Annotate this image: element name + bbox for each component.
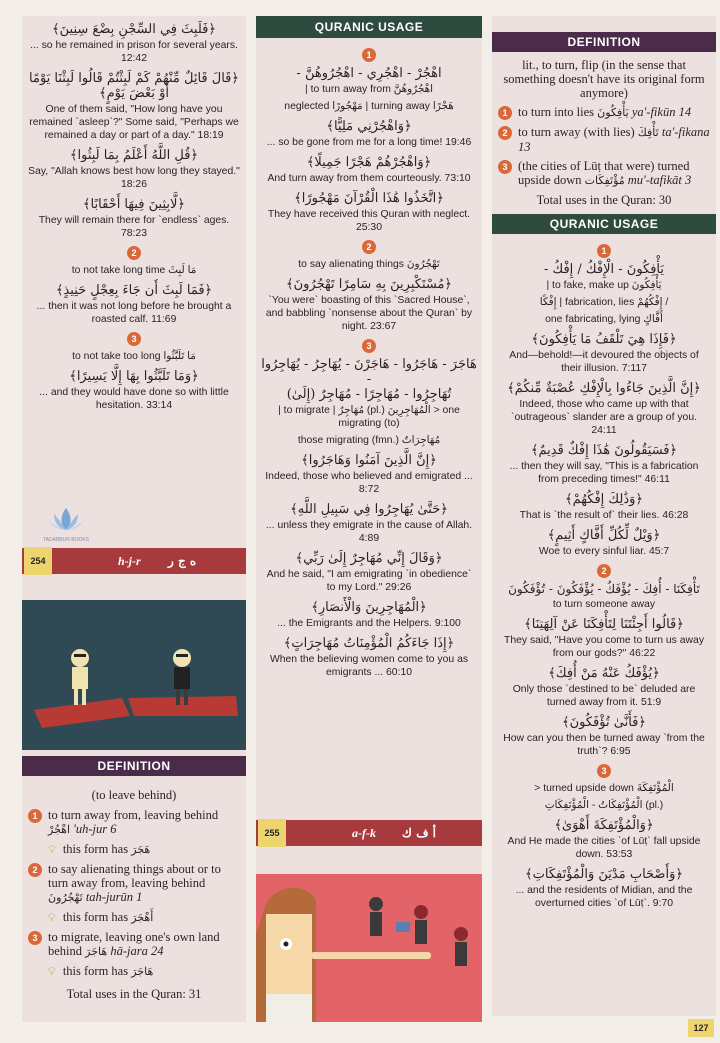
verse-translation: And He made the cities `of Lūṭ` fall upside down. 53:53 — [507, 836, 701, 860]
verse-arabic: ﴿وَذَٰلِكَ إِفْكُهُمْ﴾ — [565, 492, 643, 507]
definition-text: to turn into lies — [518, 105, 595, 119]
illustration-lying — [256, 874, 482, 1022]
meaning-label: those migrating (fmn.) مُهَاجِرَاتٌ — [297, 435, 441, 446]
verse-translation: ... so be gone from me for a long time! 19:46 — [266, 137, 472, 148]
verse-arabic: ﴿وَاهْجُرْهُمْ هَجْرًا جَمِيلًا﴾ — [306, 155, 432, 170]
form-note — [48, 910, 246, 925]
definition-number: 2 — [498, 126, 512, 140]
meaning-number: 2 — [127, 246, 141, 260]
verse-translation: They have received this Quran with neglect. 25:30 — [267, 209, 471, 233]
verse-arabic: ﴿إِذَا جَاءَكُمُ الْمُؤْمِنَاتُ مُهَاجِرَاتٍ﴾ — [283, 636, 455, 651]
verse-arabic: ﴿فَأَنَّىٰ تُؤْفَكُونَ﴾ — [562, 715, 646, 730]
verse-translation: And—behold!—it devoured the objects of their illusion. 7:117 — [509, 350, 699, 374]
meaning-label: to turn someone away — [552, 599, 656, 610]
root-arabic: ه ج ر — [168, 554, 197, 568]
verse-translation: How can you then be turned away `from the truth`? 6:95 — [503, 733, 705, 757]
verse-arabic: ﴿فَإِذَا هِيَ تَلْقَفُ مَا يَأْفِكُونَ﴾ — [531, 332, 677, 347]
definition-block — [22, 786, 246, 1010]
meaning-label: إِفْكًا | fabrication, lies إِفْكُهُمْ / — [539, 297, 669, 308]
meaning-number: 2 — [362, 240, 376, 254]
verse-translation: And turn away from them courteously. 73:10 — [267, 173, 471, 184]
root-bar — [256, 820, 482, 846]
definition-transliteration: 'uh-jur 6 — [73, 822, 117, 836]
definition-literal: lit., to turn, flip (in the sense that something doesn't have its original form anymore) — [503, 58, 705, 100]
root-bar — [22, 548, 246, 574]
definition-text: to turn away from, leaving behind — [48, 808, 219, 822]
meaning-number: 2 — [597, 564, 611, 578]
verse-translation: ... then they will say, "This is a fabrication from preceding times!" 46:11 — [509, 461, 699, 485]
verse-translation: ... then it was not long before he brought a roasted calf. 11:69 — [36, 301, 232, 325]
verse-arabic: ﴿وَقَالَ إِنِّي مُهَاجِرٌ إِلَىٰ رَبِّي﴾ — [295, 551, 443, 566]
lotus-icon — [46, 506, 86, 532]
quranic-usage-header: QURANIC USAGE — [256, 16, 482, 38]
verse-arabic: ﴿اتَّخَذُوا هَٰذَا الْقُرْآنَ مَهْجُورًا﴾ — [294, 191, 444, 206]
form-label: this form has — [62, 910, 129, 924]
word-forms: اهْجُرْ - اهْجُرِي - اهْجُرُوهُنَّ - — [296, 66, 442, 81]
form-note — [48, 964, 246, 979]
definition-literal: (to leave behind) — [91, 788, 177, 802]
definition-arabic: اهْجُرْ — [48, 823, 71, 836]
verse-arabic: ﴿إِنَّ الَّذِينَ جَاءُوا بِالْإِفْكِ عُصْبَةٌ مِّنكُمْ﴾ — [507, 381, 701, 396]
form-note — [48, 842, 246, 857]
meaning-number: 1 — [362, 48, 376, 62]
column-right — [492, 16, 716, 1016]
meaning-number: 3 — [597, 764, 611, 778]
word-forms: هَاجَرَ - هَاجَرُوا - هَاجَرْنَ - يُهَاجِرُ - يُهَاجِرُوا - — [261, 357, 477, 387]
word-forms: تُهَاجِرُوا - مُهَاجِرًا - مُهَاجِرٌ (إِلَىٰ) — [286, 387, 452, 402]
definition-arabic: هَاجَرَ — [85, 945, 108, 958]
column-middle — [256, 16, 482, 1022]
definition-item — [498, 125, 710, 154]
root-latin: a-f-k — [352, 826, 376, 840]
definition-arabic: تَهْجُرُونَ — [48, 891, 83, 904]
verse-arabic: ﴿وَاهْجُرْنِي مَلِيًّا﴾ — [326, 119, 412, 134]
definition-transliteration: tah-jurūn 1 — [85, 890, 143, 904]
form-arabic: هَجَرَ — [131, 843, 151, 856]
definition-item — [28, 862, 240, 905]
word-forms: تَأْفِكَنَا - أُفِكَ - يُؤْفَكُ - يُؤْفَكُونَ - تُؤْفَكُونَ — [508, 582, 700, 596]
quranic-usage-header: QURANIC USAGE — [492, 214, 716, 234]
illustration-turning-away — [22, 600, 246, 750]
definition-text: to turn away (with lies) — [518, 125, 635, 139]
lightbulb-icon: 💡︎ — [48, 912, 56, 924]
definition-number: 3 — [28, 931, 42, 945]
verse-arabic: ﴿إِنَّ الَّذِينَ آمَنُوا وَهَاجَرُوا﴾ — [301, 453, 437, 468]
root-number: 255 — [258, 819, 286, 847]
page-number: 127 — [688, 1019, 714, 1037]
verse-arabic: ﴿الْمُهَاجِرِينَ وَالْأَنصَارِ﴾ — [311, 600, 427, 615]
definition-item — [28, 808, 240, 837]
definition-number: 3 — [498, 160, 512, 174]
definition-transliteration: hā-jara 24 — [110, 944, 164, 958]
verse-arabic: ﴿يُؤْفَكُ عَنْهُ مَنْ أُفِكَ﴾ — [548, 666, 660, 681]
verse-arabic: ﴿وَيْلٌ لِّكُلِّ أَفَّاكٍ أَثِيمٍ﴾ — [547, 528, 661, 543]
definition-header: DEFINITION — [492, 32, 716, 52]
root-number: 254 — [24, 547, 52, 575]
definition-transliteration: ya'-fikūn 14 — [631, 105, 692, 119]
verse-arabic: ﴿مُسْتَكْبِرِينَ بِهِ سَامِرًا تَهْجُرُونَ﴾ — [285, 277, 453, 292]
meaning-label: الْمُؤْتَفِكَاتُ - الْمُؤْتَفِكَاتِ (pl.) — [544, 800, 664, 811]
verse-arabic: ﴿فَسَيَقُولُونَ هَٰذَا إِفْكٌ قَدِيمٌ﴾ — [530, 443, 678, 458]
definition-text: to migrate, leaving one's own land behind — [48, 930, 220, 958]
verse-translation: Indeed, those who believed and emigrated ... 8:72 — [265, 471, 473, 495]
verse-translation: Indeed, those who came up with that `outrageous` slander are a group of you. 24:11 — [511, 399, 697, 436]
definition-arabic: مُؤْتَفِكَات — [584, 174, 625, 187]
form-label: this form has — [62, 964, 129, 978]
verse-translation: They said, "Have you come to turn us away from our gods?" 46:22 — [503, 635, 705, 659]
verse-translation: ... so he remained in prison for several years. 12:42 — [30, 40, 238, 64]
definition-arabic: يَأْفِكُونَ — [597, 106, 629, 119]
verse-translation: `You were` boasting of this `Sacred House`, and babbling `nonsense about the Quran` by night. 23:67 — [265, 295, 473, 332]
verse-arabic: ﴿فَمَا لَبِثَ أَن جَاءَ بِعِجْلٍ حَنِيذٍ﴾ — [55, 283, 213, 298]
form-arabic: أَهْجَرَ — [131, 911, 154, 924]
meaning-label: to say alienating things تَهْجُرُونَ — [298, 259, 440, 270]
form-arabic: هَاجَرَ — [131, 965, 154, 978]
meaning-label: > turned upside down الْمُؤْتَفِكَةَ — [534, 783, 674, 794]
verse-arabic: ﴿لَّابِثِينَ فِيهَا أَحْقَابًا﴾ — [82, 197, 186, 212]
total-uses: Total uses in the Quran: 31 — [66, 987, 202, 1001]
lightbulb-icon: 💡︎ — [48, 844, 56, 856]
verse-arabic: ﴿وَمَا تَلَبَّثُوا بِهَا إِلَّا يَسِيرًا﴾ — [69, 369, 199, 384]
verse-translation: ... and they would have done so with little hesitation. 33:14 — [39, 387, 229, 411]
definition-text: to say alienating things about or to turn away from, leaving behind — [48, 862, 221, 890]
definition-item — [498, 105, 710, 120]
verse-translation: One of them said, "How long have you remained `asleep`?" Some said, "Perhaps we remained a day or part of a day." 18:19 — [29, 104, 239, 141]
definition-number: 2 — [28, 863, 42, 877]
verse-arabic: ﴿قُلِ اللَّهُ أَعْلَمُ بِمَا لَبِثُوا﴾ — [69, 148, 199, 163]
meaning-number: 3 — [127, 332, 141, 346]
verse-translation: ... and the residents of Midian, and the overturned cities `of Lūṭ`. 9:70 — [515, 885, 693, 909]
definition-arabic: تَأْفِكَ — [637, 126, 659, 139]
meaning-label: one fabricating, lying أَفَّاكٍ — [545, 314, 663, 325]
verse-translation: They will remain there for `endless` ages. 78:23 — [38, 215, 230, 239]
definition-item — [498, 159, 710, 188]
meaning-number: 3 — [362, 339, 376, 353]
root-arabic: أ ف ك — [402, 826, 437, 840]
definition-header: DEFINITION — [22, 756, 246, 776]
definition-number: 1 — [498, 106, 512, 120]
verse-arabic: ﴿وَالْمُؤْتَفِكَةَ أَهْوَىٰ﴾ — [554, 818, 654, 833]
definition-transliteration: mu'-tafikāt 3 — [627, 173, 692, 187]
verse-translation: Say, "Allah knows best how long they stayed." 18:26 — [28, 166, 240, 190]
meaning-label: | to turn away from اهْجُرُوهُنَّ — [305, 84, 433, 95]
total-uses: Total uses in the Quran: 30 — [536, 193, 672, 207]
verse-translation: Woe to every sinful liar. 45:7 — [538, 546, 670, 557]
lightbulb-icon: 💡︎ — [48, 966, 56, 978]
column-left — [22, 16, 246, 1022]
verse-translation: And he said, "I am emigrating `in obedience` to my Lord." 29:26 — [266, 569, 472, 593]
meaning-label: to not take too long مَا تَلَبَّثُوا — [72, 351, 196, 362]
definition-item — [28, 930, 240, 959]
publisher-logo — [36, 506, 96, 543]
verse-arabic: ﴿وَأَصْحَابِ مَدْيَنَ وَالْمُؤْتَفِكَاتِ﴾ — [525, 867, 683, 882]
verse-translation: ... the Emigrants and the Helpers. 9:100 — [277, 618, 461, 629]
meaning-number: 1 — [597, 244, 611, 258]
verse-arabic: ﴿قَالَ قَائِلٌ مِّنْهُمْ كَمْ لَبِثْتُمْ قَالُوا لَبِثْنَا يَوْمًا أَوْ بَعْضَ يَوْمٍ﴾ — [29, 71, 239, 101]
form-label: this form has — [62, 842, 129, 856]
meaning-label: to not take long time مَا لَبِثَ — [71, 265, 197, 276]
verse-arabic: ﴿قَالُوا أَجِئْتَنَا لِتَأْفِكَنَا عَنْ آلِهَتِنَا﴾ — [524, 617, 684, 632]
meaning-label: neglected مَهْجُورًا | turning away هَجْرًا — [284, 101, 454, 112]
verse-arabic: ﴿فَلَبِثَ فِي السِّجْنِ بِضْعَ سِنِينَ﴾ — [52, 22, 216, 37]
definition-transliteration: ta'-fikana 13 — [518, 125, 710, 154]
verse-translation: ... unless they emigrate in the cause of Allah. 4:89 — [265, 520, 473, 544]
verse-arabic: ﴿حَتَّىٰ يُهَاجِرُوا فِي سَبِيلِ اللَّهِ﴾ — [290, 502, 448, 517]
root-latin: h-j-r — [118, 554, 141, 568]
word-forms: يَأْفِكُونَ - الْإِفْكُ / إِفْكُ - — [543, 262, 665, 277]
verse-translation: When the believing women come to you as emigrants ... 60:10 — [269, 654, 469, 678]
definition-text: (the cities of Lūṭ that were) turned upside down — [518, 159, 690, 187]
meaning-label: | to migrate | مُهَاجِرٌ (pl.) الْمُهَاجِرِينَ > one migrating (to) — [278, 405, 460, 429]
verse-translation: That is `the result of` their lies. 46:28 — [519, 510, 689, 521]
meaning-label: | to fake, make up يَأْفِكُونَ — [546, 280, 662, 291]
verse-translation: Only those `destined to be` deluded are turned away from it. 51:9 — [512, 684, 696, 708]
publisher-name: TADABBUR BOOKS — [42, 537, 90, 543]
definition-number: 1 — [28, 809, 42, 823]
